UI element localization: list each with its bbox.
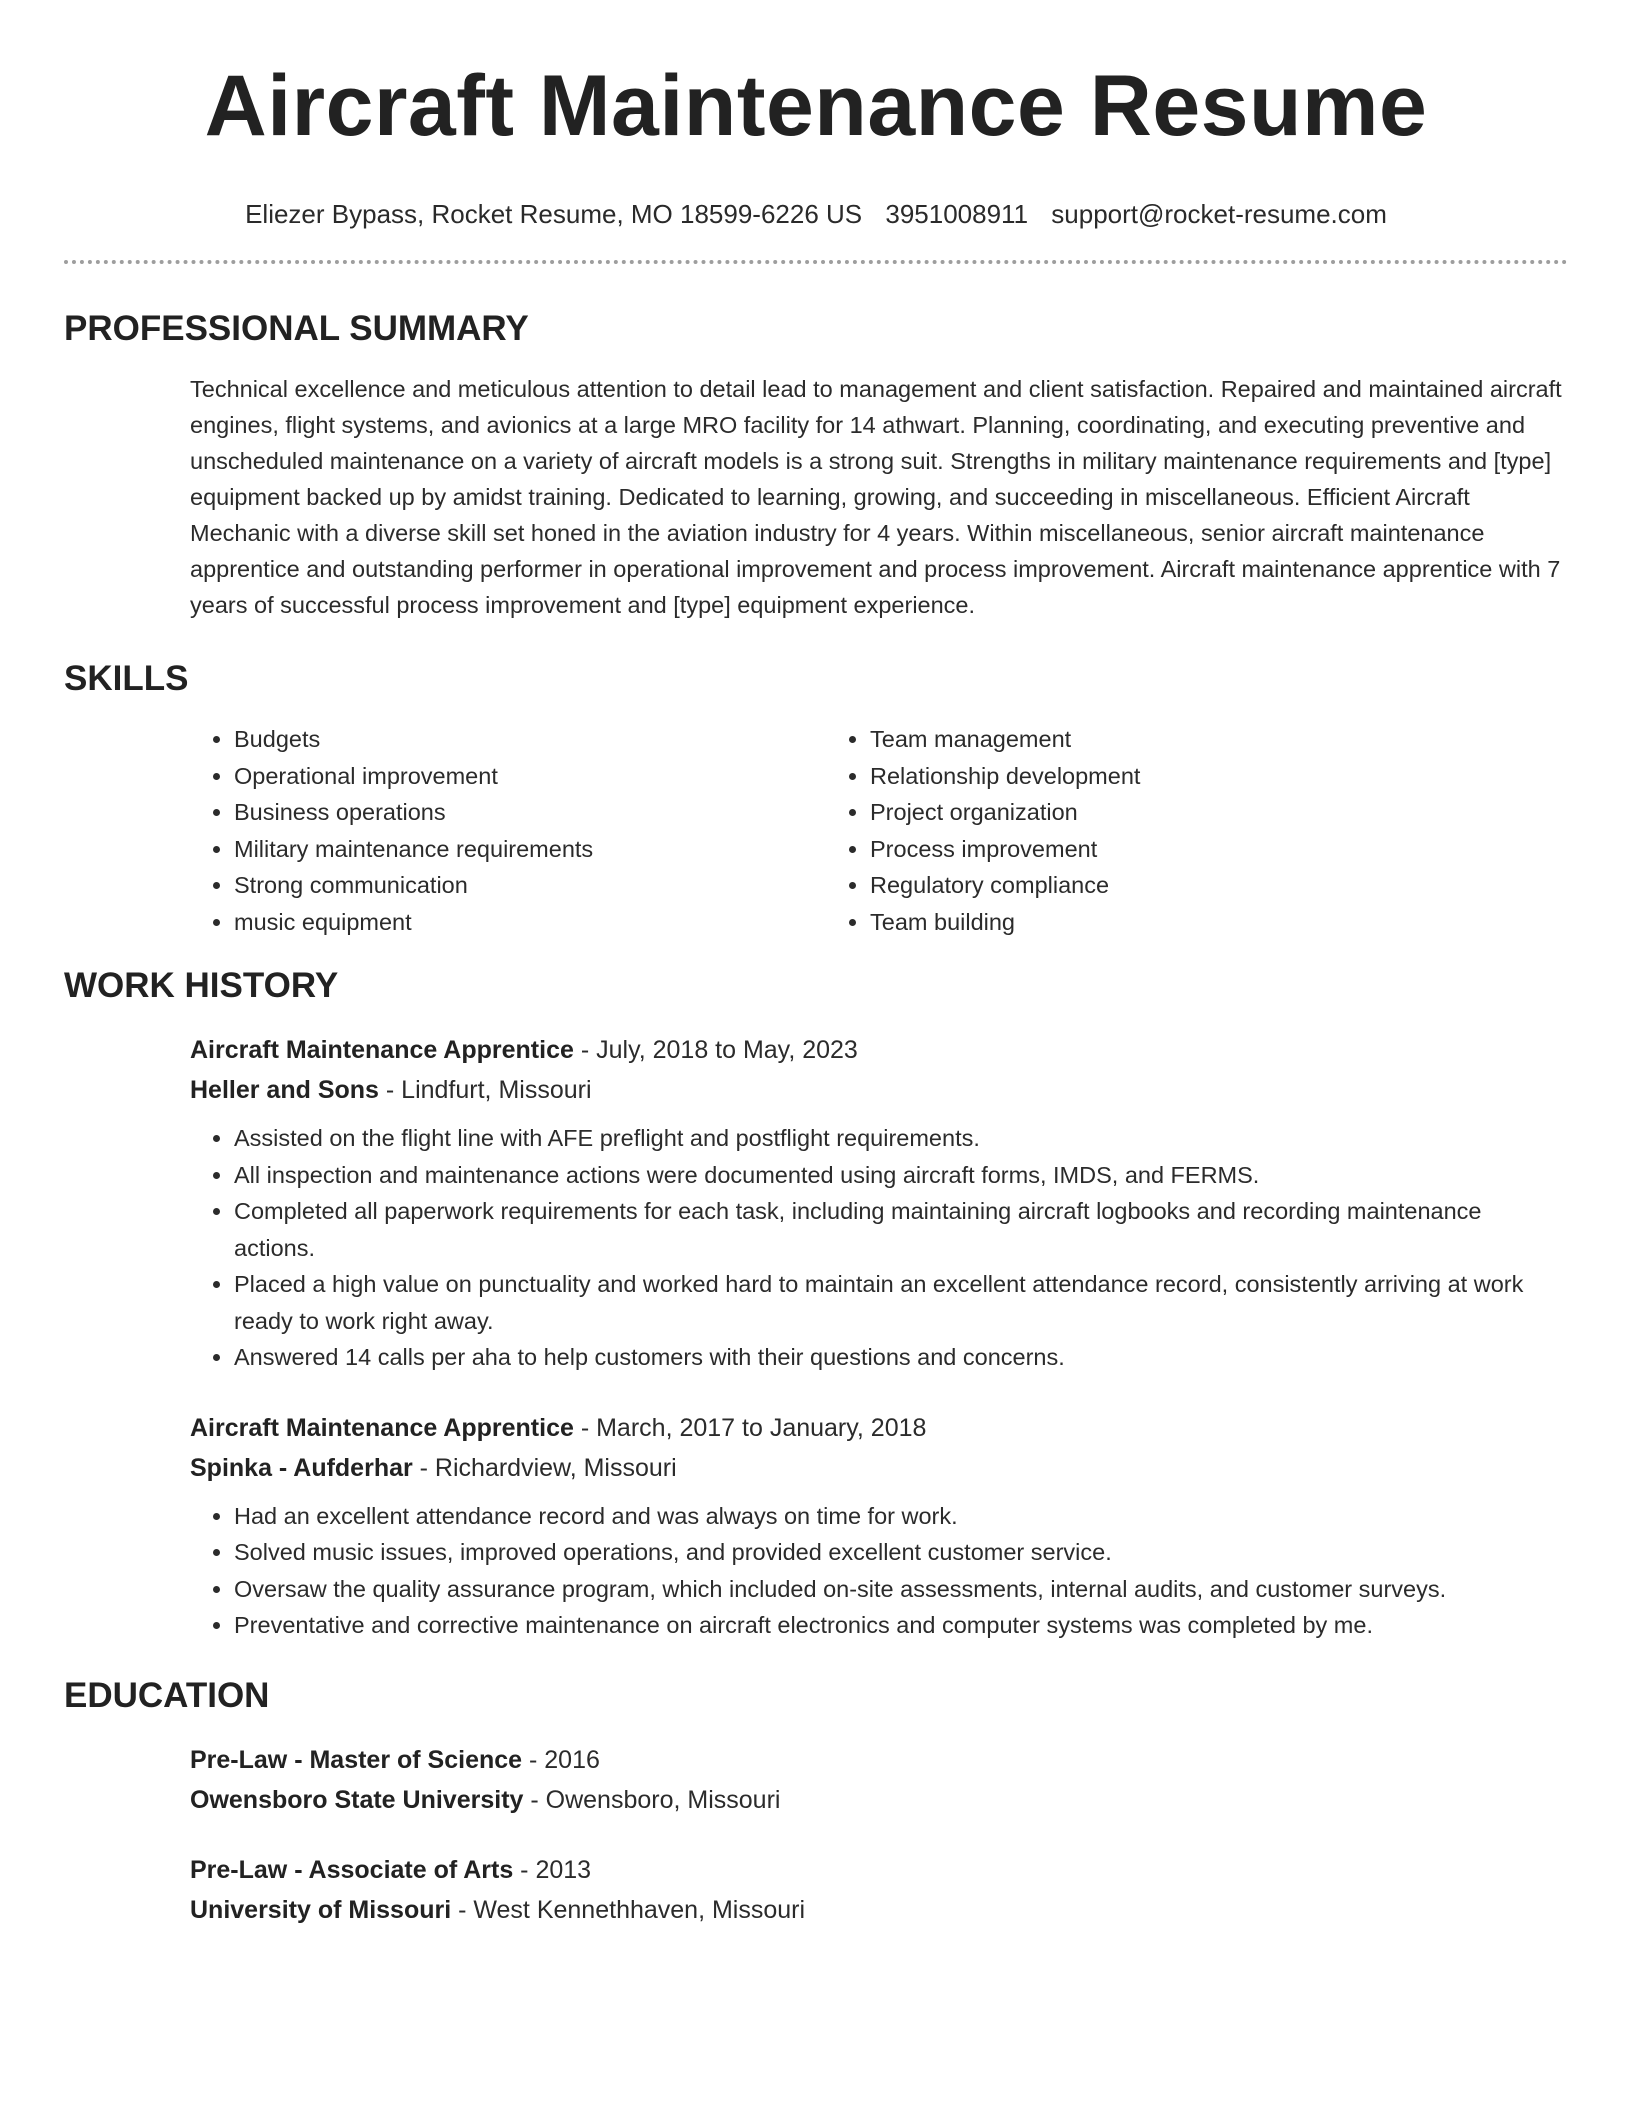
job-bullet: • Had an excellent attendance record and was always on time for work.	[234, 1498, 1568, 1535]
job-bullet: • Completed all paperwork requirements for each task, including maintaining aircraft logbooks and recording maintenance actions.	[234, 1193, 1568, 1266]
job-bullet: • All inspection and maintenance actions were documented using aircraft forms, IMDS, and FERMS.	[234, 1157, 1568, 1194]
job-bullets	[190, 1498, 1568, 1644]
skills-column-left	[190, 721, 826, 940]
skill-item: • Process improvement	[870, 831, 1526, 868]
skills-column-right	[826, 721, 1526, 940]
degree-year: - 2016	[522, 1745, 600, 1774]
job-title: Aircraft Maintenance Apprentice	[190, 1413, 574, 1442]
contact-email: support@rocket-resume.com	[1051, 199, 1387, 229]
skills-heading: SKILLS	[64, 659, 189, 698]
header-divider	[64, 260, 1568, 264]
job-bullet: • Placed a high value on punctuality and worked hard to maintain an excellent attendance record, consistently arriving at work ready to work right away.	[234, 1266, 1568, 1339]
skill-item: • Military maintenance requirements	[234, 831, 826, 868]
job-dates: - July, 2018 to May, 2023	[573, 1036, 858, 1064]
job-company: Heller and Sons	[190, 1076, 379, 1104]
skills-list	[190, 721, 1568, 940]
school-name: University of Missouri	[190, 1895, 452, 1924]
resume-page	[64, 0, 1568, 1930]
summary-text: Technical excellence and meticulous attention to detail lead to management and client satisfaction. Repaired and maintained aircraft engines, flight systems, and avionics at a large MRO facility for 14 athwart. Planning, coordinating, and executing preventive and unscheduled maintenance on a variety of aircraft models is a strong suit. Strengths in military maintenance requirements and [type] equipment backed up by amidst training. Dedicated to learning, growing, and succeeding in miscellaneous. Efficient Aircraft Mechanic with a diverse skill set honed in the aviation industry for 4 years. Within miscellaneous, senior aircraft maintenance apprentice and outstanding performer in operational improvement and process improvement. Aircraft maintenance apprentice with 7 years of successful process improvement and [type] equipment experience.	[190, 376, 1562, 618]
education-entry	[190, 1740, 1568, 1820]
job-bullet: • Solved music issues, improved operations, and provided excellent customer service.	[234, 1534, 1568, 1571]
school-line	[190, 1890, 1568, 1930]
school-location: - West Kennethhaven, Missouri	[451, 1895, 806, 1924]
job-company: Spinka - Aufderhar	[190, 1453, 413, 1482]
education-entry	[190, 1850, 1568, 1930]
job-bullets	[190, 1120, 1568, 1376]
skill-item: • Regulatory compliance	[870, 867, 1526, 904]
job-title: Aircraft Maintenance Apprentice	[190, 1036, 574, 1064]
school-name: Owensboro State University	[190, 1785, 524, 1814]
skill-item: • Budgets	[234, 721, 826, 758]
job-location: - Richardview, Missouri	[412, 1453, 677, 1482]
job-company-line	[190, 1070, 1568, 1110]
skill-item: • Business operations	[234, 794, 826, 831]
skill-item: • music equipment	[234, 904, 826, 941]
degree-year: - 2013	[513, 1855, 592, 1884]
work-history-heading: WORK HISTORY	[64, 966, 339, 1005]
work-entry	[190, 1408, 1568, 1644]
skill-item: • Team management	[870, 721, 1526, 758]
resume-title: Aircraft Maintenance Resume	[204, 58, 1428, 154]
job-title-line	[190, 1408, 1568, 1448]
job-bullet: • Assisted on the flight line with AFE preflight and postflight requirements.	[234, 1120, 1568, 1157]
skill-item: • Project organization	[870, 794, 1526, 831]
skill-item: • Operational improvement	[234, 758, 826, 795]
job-bullet: • Preventative and corrective maintenance on aircraft electronics and computer systems was completed by me.	[234, 1607, 1568, 1644]
skill-item: • Relationship development	[870, 758, 1526, 795]
job-bullet: • Oversaw the quality assurance program, which included on-site assessments, internal audits, and customer surveys.	[234, 1571, 1568, 1608]
work-entry	[190, 1030, 1568, 1376]
contact-info	[64, 198, 1568, 230]
degree-name: Pre-Law - Associate of Arts	[190, 1855, 514, 1884]
job-company-line	[190, 1448, 1568, 1488]
skill-item: • Strong communication	[234, 867, 826, 904]
school-location: - Owensboro, Missouri	[523, 1785, 781, 1814]
contact-address: Eliezer Bypass, Rocket Resume, MO 18599-6226 US	[245, 199, 863, 229]
job-location: - Lindfurt, Missouri	[378, 1076, 592, 1104]
degree-name: Pre-Law - Master of Science	[190, 1745, 523, 1774]
degree-line	[190, 1850, 1568, 1890]
job-title-line	[190, 1030, 1568, 1070]
contact-phone: 3951008911	[885, 199, 1029, 229]
summary-heading: PROFESSIONAL SUMMARY	[64, 309, 529, 348]
school-line	[190, 1780, 1568, 1820]
education-heading: EDUCATION	[64, 1675, 270, 1715]
skill-item: • Team building	[870, 904, 1526, 941]
job-bullet: • Answered 14 calls per aha to help customers with their questions and concerns.	[234, 1339, 1568, 1376]
degree-line	[190, 1740, 1568, 1780]
job-dates: - March, 2017 to January, 2018	[573, 1413, 927, 1442]
